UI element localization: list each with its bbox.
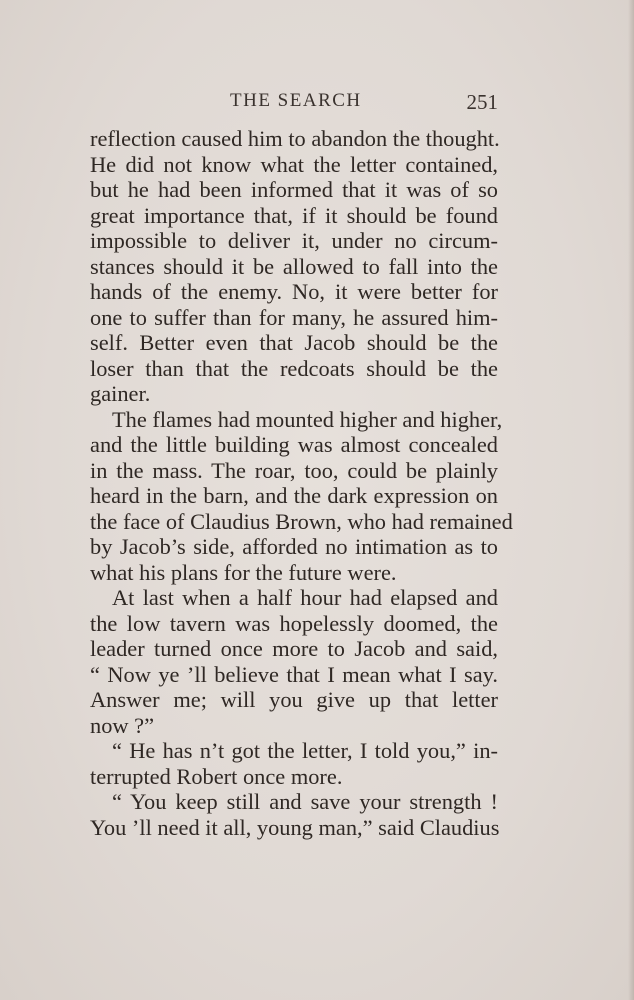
text-line: hands of the enemy. No, it were better for <box>90 279 498 304</box>
text-line: self. Better even that Jacob should be the <box>90 330 498 355</box>
text-line: “ Now ye ’ll believe that I mean what I say. <box>90 661 498 687</box>
page-number: 251 <box>466 90 498 114</box>
text-line: heard in the barn, and the dark expression on <box>90 483 498 508</box>
text-line: loser than that the redcoats should be the <box>90 355 498 381</box>
text-line: You ’ll need it all, young man,” said Claudius <box>90 814 500 840</box>
paragraph-start-line: The flames had mounted higher and higher, <box>112 406 503 432</box>
text-line: terrupted Robert once more. <box>90 763 343 789</box>
text-line: now ?” <box>90 712 155 738</box>
text-line: the low tavern was hopelessly doomed, the <box>90 610 498 636</box>
text-line: great importance that, if it should be found <box>90 202 498 228</box>
text-line: one to suffer than for many, he assured him- <box>90 304 498 330</box>
text-line: the face of Claudius Brown, who had remained <box>90 508 513 534</box>
text-line: leader turned once more to Jacob and said, <box>90 636 498 661</box>
paragraph-start-line: At last when a half hour had elapsed and <box>112 585 498 610</box>
running-title: THE SEARCH <box>230 90 362 111</box>
page-edge-shadow <box>628 0 634 1000</box>
text-line: by Jacob’s side, afforded no intimation as to <box>90 534 498 559</box>
running-header <box>90 90 498 118</box>
paragraph-start-line: “ He has n’t got the letter, I told you,” in- <box>112 738 498 763</box>
body-text <box>90 126 513 840</box>
text-line: gainer. <box>90 381 151 406</box>
text-line: what his plans for the future were. <box>90 559 397 585</box>
text-line: impossible to deliver it, under no circum- <box>90 228 498 253</box>
text-line: He did not know what the letter contained, <box>90 151 498 177</box>
text-line: stances should it be allowed to fall into the <box>90 253 498 279</box>
text-line: reflection caused him to abandon the thought. <box>90 126 500 151</box>
text-line: and the little building was almost concealed <box>90 432 498 457</box>
text-line: in the mass. The roar, too, could be plainly <box>90 457 498 483</box>
paragraph-start-line: “ You keep still and save your strength ! <box>112 789 498 814</box>
text-line: but he had been informed that it was of so <box>90 177 498 202</box>
text-line: Answer me; will you give up that letter <box>90 687 498 712</box>
